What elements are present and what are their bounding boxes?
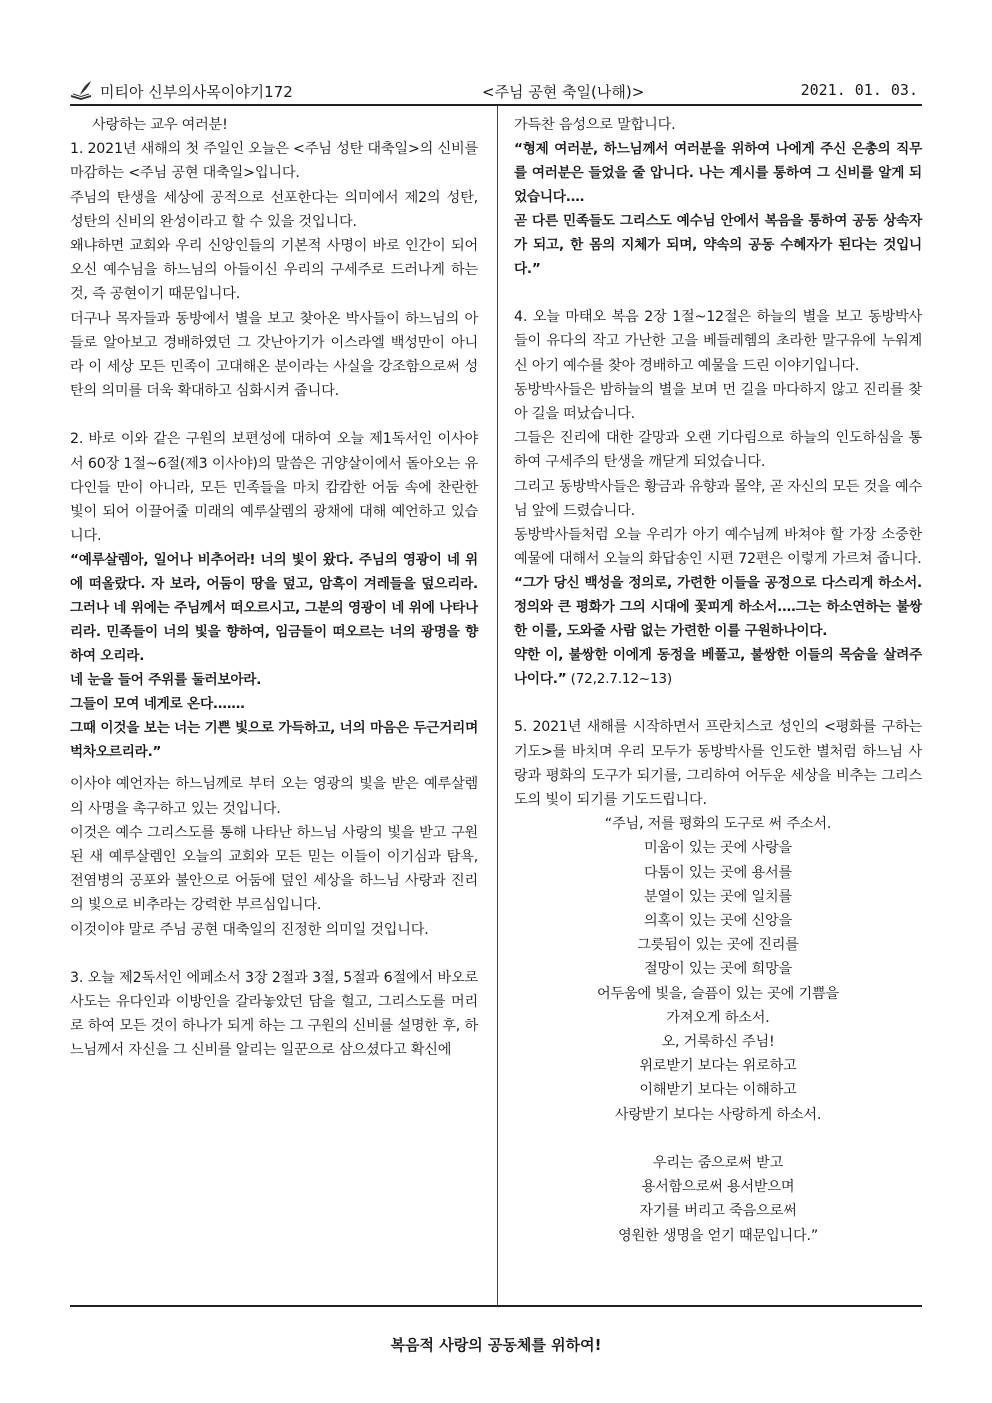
right-column: [514, 113, 922, 1248]
paragraph: 2. 바로 이와 같은 구원의 보편성에 대하여 오늘 제1독서인 이사야서 60장 1절~6절(제3 이사야)의 말씀은 귀양살이에서 돌아오는 유다인들 만이 아니라, 모든 민족들을 마치 캄캄한 어둠 속에 찬란한 빛이 되어 이끌어줄 미래의 예루살렘의 광채에 대해 예언하고 있습니다.: [70, 431, 478, 545]
prayer-line: 이해받기 보다는 이해하고: [639, 1082, 797, 1099]
quote-text: 약한 이, 불쌍한 이에게 동정을 베풀고, 불쌍한 이들의 목숨을 살려주나이다.”: [514, 647, 922, 688]
paragraph: 이사야 예언자는 하느님께로 부터 오는 영광의 빛을 받은 예루살렘의 사명을 촉구하고 있는 것입니다.: [70, 776, 478, 817]
scripture-quote: “형제 여러분, 하느님께서 여러분을 위하여 나에게 주신 은총의 직무를 여러분은 들었을 줄 압니다. 나는 계시를 통하여 그 신비를 알게 되었습니다.…: [514, 141, 922, 206]
prayer-line: 절망이 있는 곳에 희망을: [644, 961, 792, 978]
prayer-line: 다툼이 있는 곳에 용서를: [644, 864, 792, 881]
left-column: [70, 113, 478, 1063]
prayer-line: 자기를 버리고 죽음으로써: [639, 1203, 797, 1220]
prayer-line: 그릇됨이 있는 곳에 진리를: [637, 937, 799, 954]
paragraph: 가득찬 음성으로 말합니다.: [514, 117, 676, 133]
book-quill-icon: [70, 80, 92, 100]
page-title: <주님 공현 축일(나해)>: [482, 83, 645, 101]
page-header: [70, 78, 922, 106]
scripture-quote: 그들이 모여 네게로 온다.……: [70, 696, 245, 713]
series-name: 미티아 신부의사목이야기172: [100, 83, 293, 101]
prayer-line: 우리는 줌으로써 받고: [652, 1154, 784, 1171]
scripture-quote: 곧 다른 민족들도 그리스도 예수님 안에서 복음을 통하여 공동 상속자가 되고, 한 몸의 지체가 되며, 약속의 공동 수혜자가 된다는 것입니다.”: [514, 213, 922, 278]
paragraph: 동방박사들은 밤하늘의 별을 보며 먼 길을 마다하지 않고 진리를 찾아 길을 떠났습니다.: [514, 381, 922, 423]
paragraph: 왜냐하면 교회와 우리 신앙인들의 기본적 사명이 바로 인간이 되어 오신 예수님을 하느님의 아들이신 우리의 구세주로 드러나게 하는 것, 즉 공현이기 때문입니다.: [70, 238, 478, 303]
verse-reference: (72,2.7.12~13): [566, 671, 672, 688]
prayer-line: 의혹이 있는 곳에 신앙을: [644, 913, 792, 930]
issue-date: 2021. 01. 03.: [800, 81, 918, 99]
paragraph: 3. 오늘 제2독서인 에페소서 3장 2절과 3절, 5절과 6절에서 바오로 사도는 유다인과 이방인을 갈라놓았던 담을 헐고, 그리스도를 머리로 하여 모든 것이 하나가 되게 하는 그 구원의 신비를 설명한 후, 하느님께서 자신을 그 신비를 알리는 일꾼으로 삼으셨다고 확신에: [70, 969, 478, 1059]
paragraph: 그리고 동방박사들은 황금과 유향과 몰약, 곧 자신의 모든 것을 예수님 앞에 드렸습니다.: [514, 478, 922, 519]
prayer-line: 위로받기 보다는 위로하고: [639, 1058, 797, 1075]
scripture-quote: 그때 이것을 보는 너는 기쁜 빛으로 가득하고, 너의 마음은 두근거리며 벅차오르리라.”: [70, 720, 478, 761]
scripture-quote: 네 눈을 들어 주위를 둘러보아라.: [70, 672, 262, 689]
prayer-line: 사랑받기 보다는 사랑하게 하소서.: [614, 1106, 822, 1123]
paragraph: 동방박사들처럼 오늘 우리가 아기 예수님께 바쳐야 할 가장 소중한 예물에 대해서 오늘의 화답송인 시편 72편은 이렇게 가르쳐 줍니다.: [514, 527, 922, 568]
prayer-line: 오, 거룩하신 주님!: [661, 1034, 775, 1051]
prayer-line: 영원한 생명을 얻기 때문입니다.”: [618, 1227, 818, 1244]
scripture-quote: “예루살렘아, 일어나 비추어라! 너의 빛이 왔다. 주님의 영광이 네 위에 떠올랐다. 자 보라, 어둠이 땅을 덮고, 암흑이 겨레들을 덮으리라. 그러나 네 위에는 주님께서 떠오르시고, 그분의 영광이 네 위에 나타나리라. 민족들이 너의 빛을 향하여, 임금들이 떠오르는 너의 광명을 향하여 오리라.: [70, 552, 478, 665]
paragraph: 더구나 목자들과 동방에서 별을 보고 찾아온 박사들이 하느님의 아들로 알아보고 경배하였던 그 갓난아기가 이스라엘 백성만이 아니라 이 세상 모든 민족이 고대해온 분이라는 사실을 강조함으로써 성탄의 의미를 더욱 확대하고 심화시켜 줍니다.: [70, 310, 478, 400]
prayer-line: 용서함으로써 용서받으며: [641, 1179, 795, 1196]
paragraph: 그들은 진리에 대한 갈망과 오랜 기다림으로 하늘의 인도하심을 통하여 구세주의 탄생을 깨닫게 되었습니다.: [514, 430, 922, 471]
paragraph: 1. 2021년 새해의 첫 주일인 오늘은 <주님 성탄 대축일>의 신비를 마감하는 <주님 공현 대축일>입니다.: [70, 141, 478, 182]
paragraph: 주님의 탄생을 세상에 공적으로 선포한다는 의미에서 제2의 성탄, 성탄의 신비의 완성이라고 할 수 있을 것입니다.: [70, 189, 478, 230]
paragraph: 이것은 예수 그리스도를 통해 나타난 하느님 사랑의 빛을 받고 구원된 새 예루살렘인 오늘의 교회와 모든 믿는 이들이 이기심과 탐욕, 전염병의 공포와 불안으로 어둠에 덮인 세상을 하느님 사랑과 진리의 빛으로 비추라는 강력한 부르심입니다.: [70, 824, 478, 914]
footer-rule: [70, 1305, 922, 1307]
prayer-line: “주님, 저를 평화의 도구로 써 주소서.: [604, 816, 832, 833]
greeting: 사랑하는 교우 여러분!: [92, 117, 228, 133]
prayer-line: 가져오게 하소서.: [666, 1009, 770, 1026]
prayer: [514, 812, 922, 1247]
footer-motto: 복음적 사랑의 공동체를 위하여!: [390, 1336, 602, 1354]
scripture-quote: [514, 643, 922, 691]
paragraph: 4. 오늘 마태오 복음 2장 1절~12절은 하늘의 별을 보고 동방박사들이 유다의 작고 가난한 고을 베들레헴의 초라한 말구유에 누워계신 아기 예수를 찾아 경배하고 예물을 드린 이야기입니다.: [514, 309, 922, 374]
column-divider: [497, 106, 498, 1306]
scripture-quote: “그가 당신 백성을 정의로, 가련한 이들을 공정으로 다스리게 하소서. 정의와 큰 평화가 그의 시대에 꽃피게 하소서.…그는 하소연하는 불쌍한 이를, 도와줄 사람 없는 가련한 이를 구원하나이다.: [514, 575, 922, 640]
prayer-line: 어두움에 빛을, 슬픔이 있는 곳에 기쁨을: [597, 985, 839, 1002]
paragraph: 5. 2021년 새해를 시작하면서 프란치스코 성인의 <평화를 구하는 기도>를 바치며 우리 모두가 동방박사를 인도한 별처럼 하느님 사랑과 평화의 도구가 되기를, 그리하여 어두운 세상을 비추는 그리스도의 빛이 되기를 기도드립니다.: [514, 719, 922, 809]
paragraph: 이것이야 말로 주님 공현 대축일의 진정한 의미일 것입니다.: [70, 921, 429, 938]
prayer-line: 미움이 있는 곳에 사랑을: [644, 840, 792, 857]
prayer-line: 분열이 있는 곳에 일치를: [644, 888, 792, 905]
